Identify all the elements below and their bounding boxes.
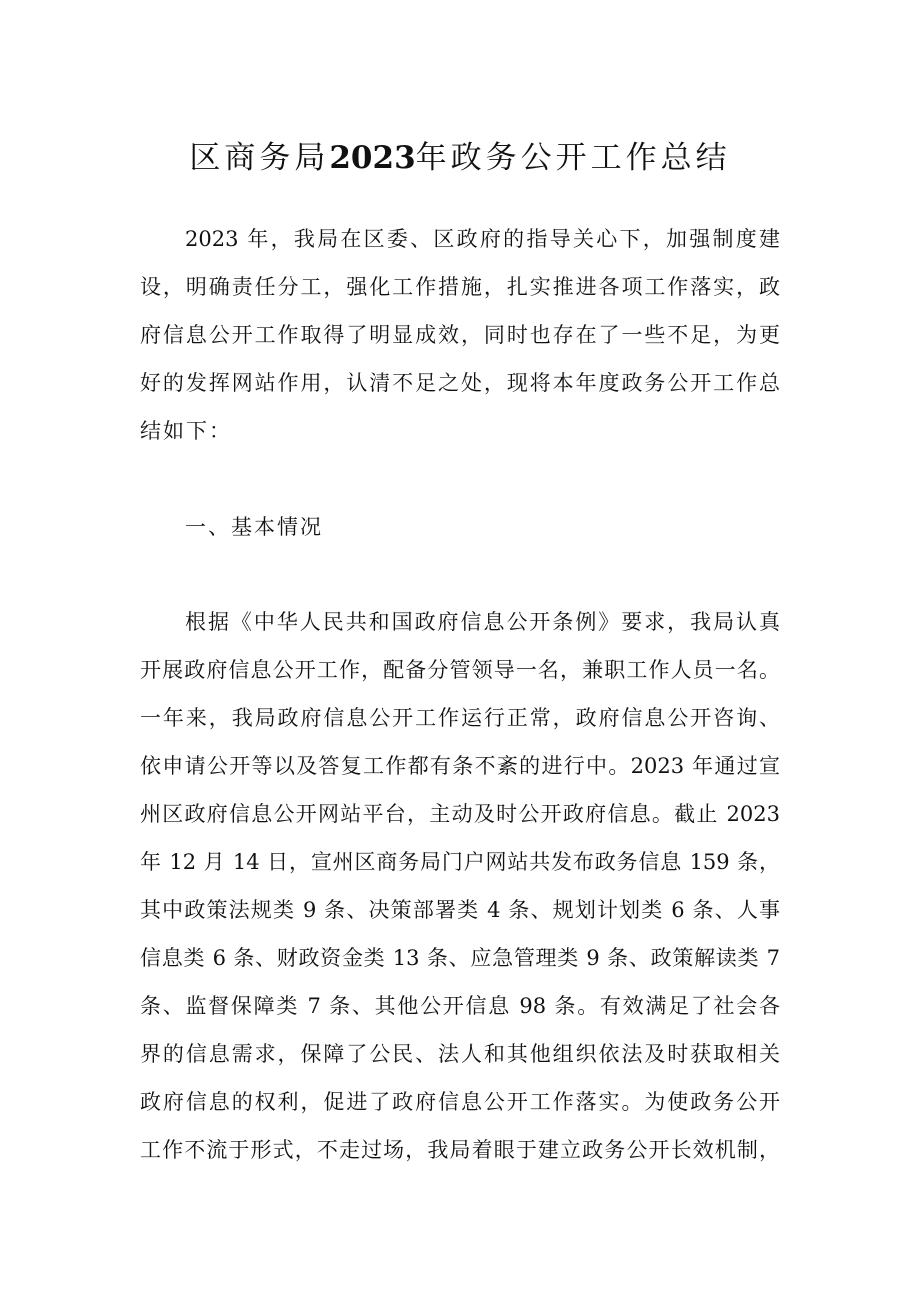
intro-line: 府信息公开工作取得了明显成效，同时也存在了一些不足，为更 <box>140 323 780 347</box>
title-year: 2023 <box>329 140 416 176</box>
intro-line: 结如下： <box>140 419 232 443</box>
document-title <box>0 136 920 180</box>
intro-line: 设，明确责任分工，强化工作措施，扎实推进各项工作落实，政 <box>140 275 780 299</box>
body-line: 年 12 月 14 日，宣州区商务局门户网站共发布政务信息 159 条， <box>140 850 780 874</box>
body-line: 政府信息的权利，促进了政府信息公开工作落实。为使政务公开 <box>140 1090 780 1114</box>
body-line: 其中政策法规类 9 条、决策部署类 4 条、规划计划类 6 条、人事 <box>140 898 780 922</box>
body-line: 条、监督保障类 7 条、其他公开信息 98 条。有效满足了社会各 <box>140 994 780 1018</box>
body-line: 界的信息需求，保障了公民、法人和其他组织依法及时获取相关 <box>140 1042 780 1066</box>
intro-line: 好的发挥网站作用，认清不足之处，现将本年度政务公开工作总 <box>140 371 780 395</box>
title-suffix: 年政务公开工作总结 <box>415 140 731 176</box>
body-line: 工作不流于形式，不走过场，我局着眼于建立政务公开长效机制， <box>140 1138 780 1162</box>
body-line: 开展政府信息公开工作，配备分管领导一名，兼职工作人员一名。 <box>140 658 780 682</box>
title-prefix: 区商务局 <box>189 140 330 176</box>
body-line: 信息类 6 条、财政资金类 13 条、应急管理类 9 条、政策解读类 7 <box>140 946 780 970</box>
intro-line: 2023 年，我局在区委、区政府的指导关心下，加强制度建 <box>185 227 780 251</box>
section-heading: 一、基本情况 <box>185 515 323 539</box>
body-line: 州区政府信息公开网站平台，主动及时公开政府信息。截止 2023 <box>140 802 780 826</box>
body-line: 根据《中华人民共和国政府信息公开条例》要求，我局认真 <box>185 610 780 634</box>
body-line: 一年来，我局政府信息公开工作运行正常，政府信息公开咨询、 <box>140 706 780 730</box>
body-line: 依申请公开等以及答复工作都有条不紊的进行中。2023 年通过宣 <box>140 754 780 778</box>
